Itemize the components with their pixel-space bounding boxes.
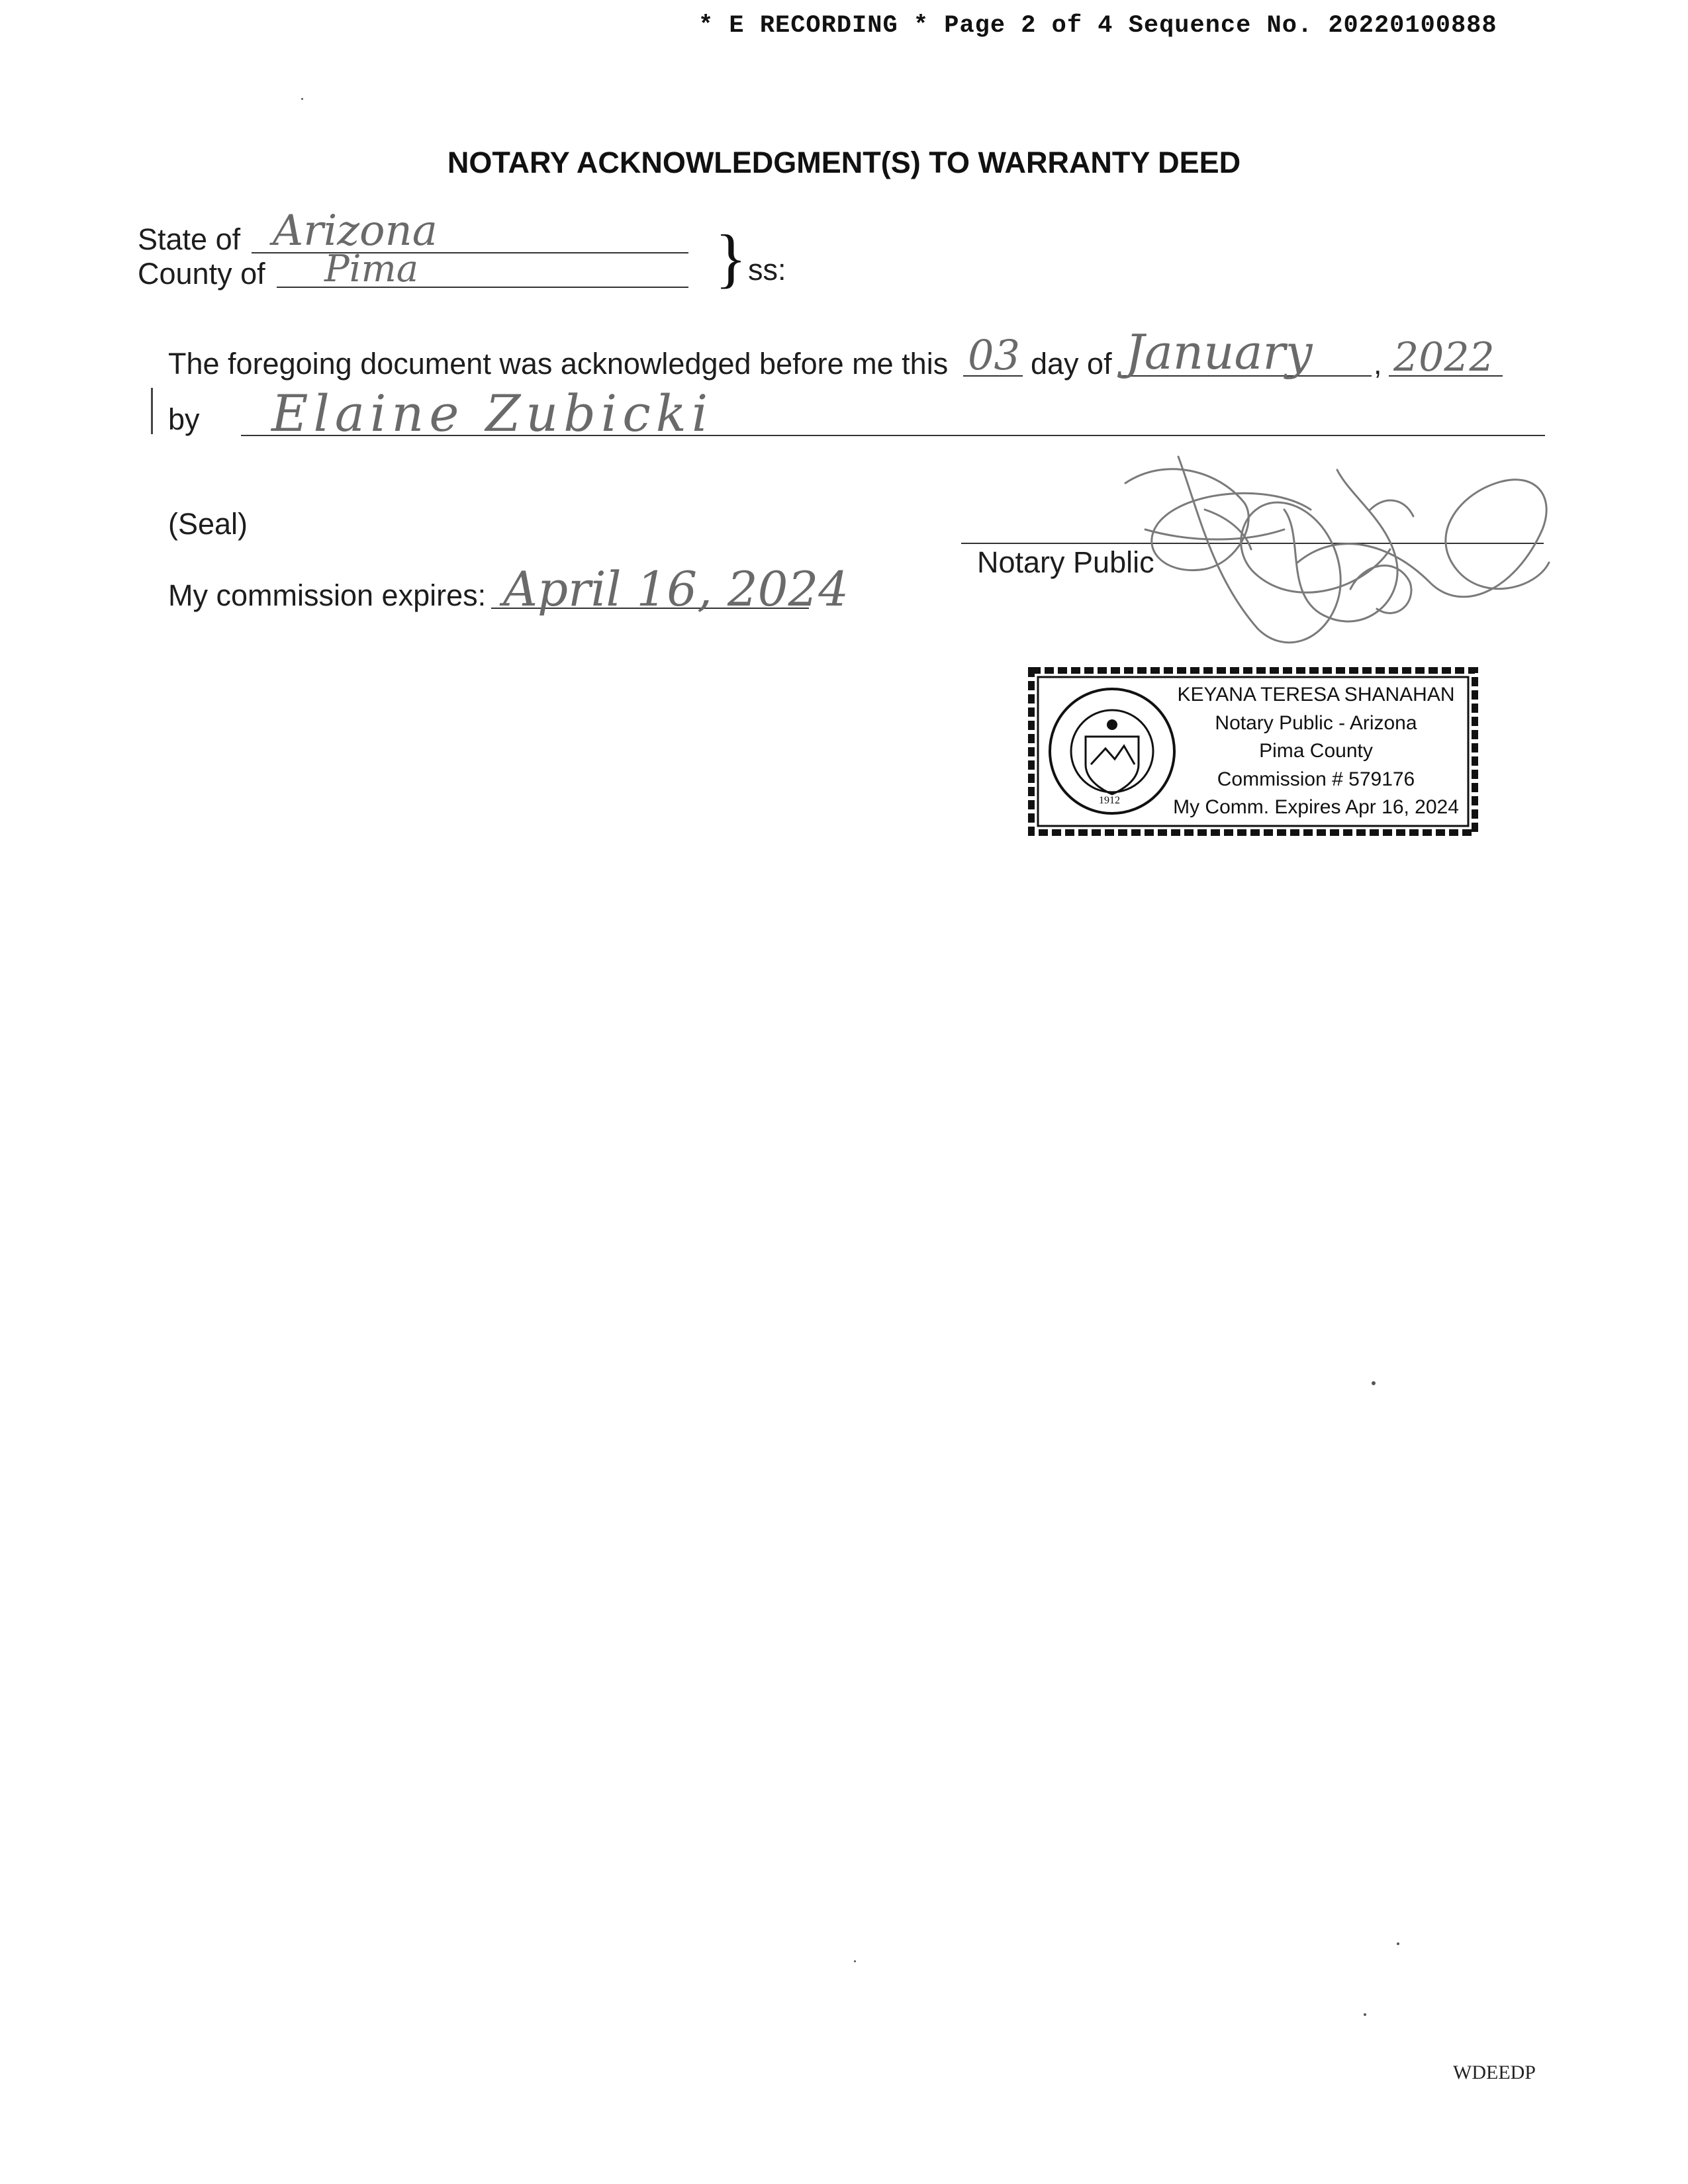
venue-brace: } — [715, 221, 747, 295]
day-value: 03 — [968, 331, 1020, 379]
stamp-name: KEYANA TERESA SHANAHAN — [1177, 684, 1455, 705]
comma-separator: , — [1374, 347, 1382, 381]
notary-stamp — [1025, 664, 1481, 839]
recording-header: * E RECORDING * Page 2 of 4 Sequence No. 20220100888 — [698, 12, 1497, 40]
stamp-county: Pima County — [1259, 740, 1373, 762]
county-value: Pima — [324, 248, 419, 291]
stamp-expires: My Comm. Expires Apr 16, 2024 — [1173, 796, 1459, 818]
form-code: WDEEDP — [1453, 2062, 1536, 2083]
scan-speck — [1372, 1381, 1376, 1385]
scan-speck — [301, 98, 303, 100]
by-value: Elaine Zubicki — [271, 384, 714, 443]
seal-year: 1912 — [1099, 795, 1120, 806]
document-title: NOTARY ACKNOWLEDGMENT(S) TO WARRANTY DEED — [447, 146, 1241, 179]
seal-label: (Seal) — [168, 507, 248, 541]
state-label: State of — [138, 222, 241, 256]
month-value: January — [1125, 324, 1313, 380]
stamp-title: Notary Public - Arizona — [1215, 712, 1417, 734]
acknowledgment-text: The foregoing document was acknowledged before me this — [168, 347, 949, 381]
scan-speck — [1364, 2013, 1366, 2016]
year-value: 2022 — [1393, 334, 1495, 381]
commission-value: April 16, 2024 — [503, 561, 849, 617]
day-of-label: day of — [1031, 347, 1112, 381]
ss-label: ss: — [748, 253, 786, 287]
county-label: County of — [138, 257, 265, 291]
scan-speck — [854, 1960, 856, 1962]
stamp-commission-number: Commission # 579176 — [1217, 768, 1415, 790]
by-label: by — [168, 402, 200, 436]
scan-speck — [1397, 1942, 1399, 1945]
commission-label: My commission expires: — [168, 578, 487, 612]
notary-signature — [1086, 430, 1562, 668]
state-value: Arizona — [273, 206, 438, 255]
notary-public-label: Notary Public — [977, 545, 1154, 579]
margin-mark — [151, 388, 153, 434]
